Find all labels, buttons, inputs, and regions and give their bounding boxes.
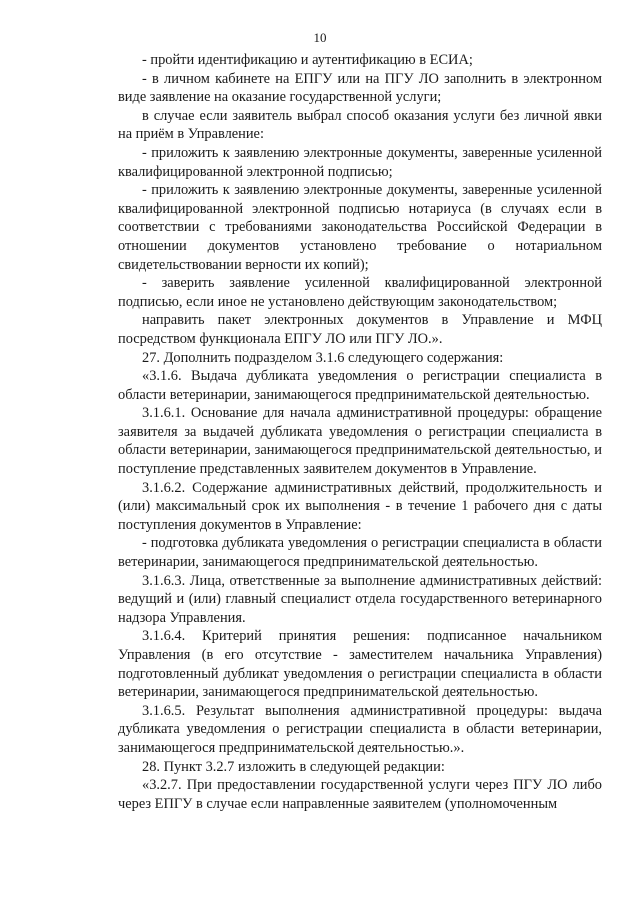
paragraph-send-package: направить пакет электронных документов в Управление и МФЦ посредством функционала ЕПГУ ЛО или ПГУ ЛО.». xyxy=(118,312,602,347)
paragraph-3-1-6-3: 3.1.6.3. Лица, ответственные за выполнение административных действий: ведущий и (или) главный специалист отдела государственного ветеринарного надзора Управления. xyxy=(118,572,602,626)
page-number: 10 xyxy=(313,30,327,45)
document-body xyxy=(118,51,602,813)
paragraph-item-27: 27. Дополнить подразделом 3.1.6 следующего содержания: xyxy=(142,349,504,366)
paragraph-remote-option: в случае если заявитель выбрал способ оказания услуги без личной явки на приём в Управление: xyxy=(118,107,602,143)
paragraph-prepare-duplicate: - подготовка дубликата уведомления о регистрации специалиста в области ветеринарии, занимающегося предпринимательской деятельностью. xyxy=(118,535,602,571)
paragraph-3-1-6: «3.1.6. Выдача дубликата уведомления о регистрации специалиста в области ветеринарии, занимающегося предпринимательской деятельностью. xyxy=(118,368,602,403)
paragraph-3-1-6-1: 3.1.6.1. Основание для начала административной процедуры: обращение заявителя за выдачей дубликата уведомления о регистрации специалиста в области ветеринарии, занимающегося предпринимательской деятельностью, и поступление представленных заявителем документов в Управление. xyxy=(118,405,602,478)
paragraph-attach-notarized: - приложить к заявлению электронные документы, заверенные усиленной квалифицированной электронной подписью нотариуса (в случаях если в соответствии с требованиями законодательства Российской Федерации в отношении документов установлено требование о нотариальном свидетельствовании верности их копий); xyxy=(118,182,602,273)
paragraph-personal-cabinet: - в личном кабинете на ЕПГУ или на ПГУ ЛО заполнить в электронном виде заявление на оказание государственной услуги; xyxy=(118,70,602,106)
paragraph-attach-documents: - приложить к заявлению электронные документы, заверенные усиленной квалифицированной электронной подписью; xyxy=(118,144,602,180)
paragraph-3-1-6-5: 3.1.6.5. Результат выполнения административной процедуры: выдача дубликата уведомления о регистрации специалиста в области ветеринарии, занимающегося предпринимательской деятельностью.». xyxy=(118,702,602,756)
paragraph-3-1-6-2: 3.1.6.2. Содержание административных действий, продолжительность и (или) максимальный срок их выполнения - в течение 1 рабочего дня с даты поступления документов в Управление: xyxy=(118,479,602,533)
paragraph-item-28: 28. Пункт 3.2.7 изложить в следующей редакции: xyxy=(142,758,445,775)
paragraph-esia: - пройти идентификацию и аутентификацию в ЕСИА; xyxy=(142,52,473,68)
paragraph-3-2-7: «3.2.7. При предоставлении государственной услуги через ПГУ ЛО либо через ЕПГУ в случае если направленные заявителем (уполномоченным xyxy=(118,777,602,812)
paragraph-sign-application: - заверить заявление усиленной квалифицированной электронной подписью, если иное не установлено действующим законодательством; xyxy=(118,275,602,310)
paragraph-3-1-6-4: 3.1.6.4. Критерий принятия решения: подписанное начальником Управления (в его отсутствие - заместителем начальника Управления) подготовленный дубликат уведомления о регистрации специалиста в области ветеринарии, занимающегося предпринимательской деятельностью. xyxy=(118,628,602,701)
